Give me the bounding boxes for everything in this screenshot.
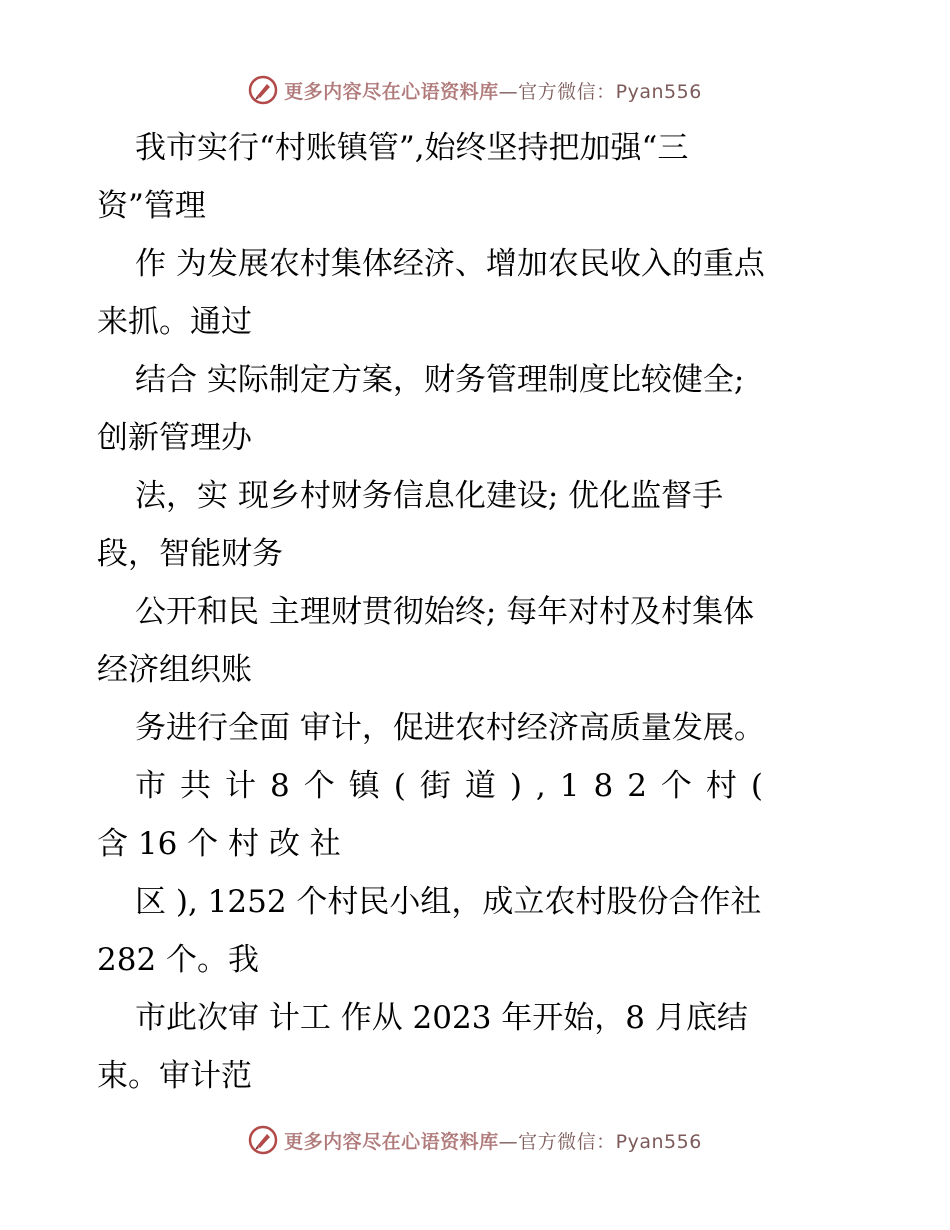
- footer-banner-lead: 更多内容尽在心语资料库: [284, 1130, 499, 1153]
- body-line-17: 束。审计范: [97, 1058, 252, 1094]
- body-line-3: 作 为发展农村集体经济、增加农民收入的重点: [135, 246, 765, 282]
- header-banner-lead: 更多内容尽在心语资料库: [284, 80, 499, 103]
- body-line-15: 282 个。我: [97, 942, 260, 978]
- body-line-5: 结合 实际制定方案，财务管理制度比较健全;: [135, 362, 745, 398]
- body-line-8: 段，智能财务: [97, 536, 283, 572]
- body-line-13: 含 16 个 村 改 社: [97, 826, 341, 862]
- body-line-14: 区 ), 1252 个村民小组，成立农村股份合作社: [135, 884, 762, 920]
- body-line-7: 法，实 现乡村财务信息化建设; 优化监督手: [135, 478, 724, 514]
- body-line-11: 务进行全面 审计，促进农村经济高质量发展。: [135, 710, 765, 746]
- body-line-2: 资”管理: [97, 188, 206, 224]
- body-line-9: 公开和民 主理财贯彻始终; 每年对村及村集体: [135, 594, 755, 630]
- footer-banner: [0, 1122, 950, 1158]
- pen-logo-icon: [248, 1125, 278, 1155]
- body-line-4: 来抓。通过: [97, 304, 252, 340]
- body-line-16: 市此次审 计工 作从 2023 年开始，8 月底结: [135, 1000, 748, 1036]
- header-banner-text: [284, 77, 702, 104]
- pen-logo-icon: [248, 75, 278, 105]
- body-line-12: 市共计8个镇(街道),182个村(: [135, 768, 778, 804]
- footer-banner-text: [284, 1127, 702, 1154]
- body-line-10: 经济组织账: [97, 652, 252, 688]
- footer-banner-tail: —官方微信：Pyan556: [498, 1130, 702, 1153]
- body-line-1: 我市实行“村账镇管”,始终坚持把加强“三: [135, 130, 689, 166]
- header-banner: [0, 72, 950, 108]
- header-banner-tail: —官方微信：Pyan556: [498, 80, 702, 103]
- body-line-6: 创新管理办: [97, 420, 252, 456]
